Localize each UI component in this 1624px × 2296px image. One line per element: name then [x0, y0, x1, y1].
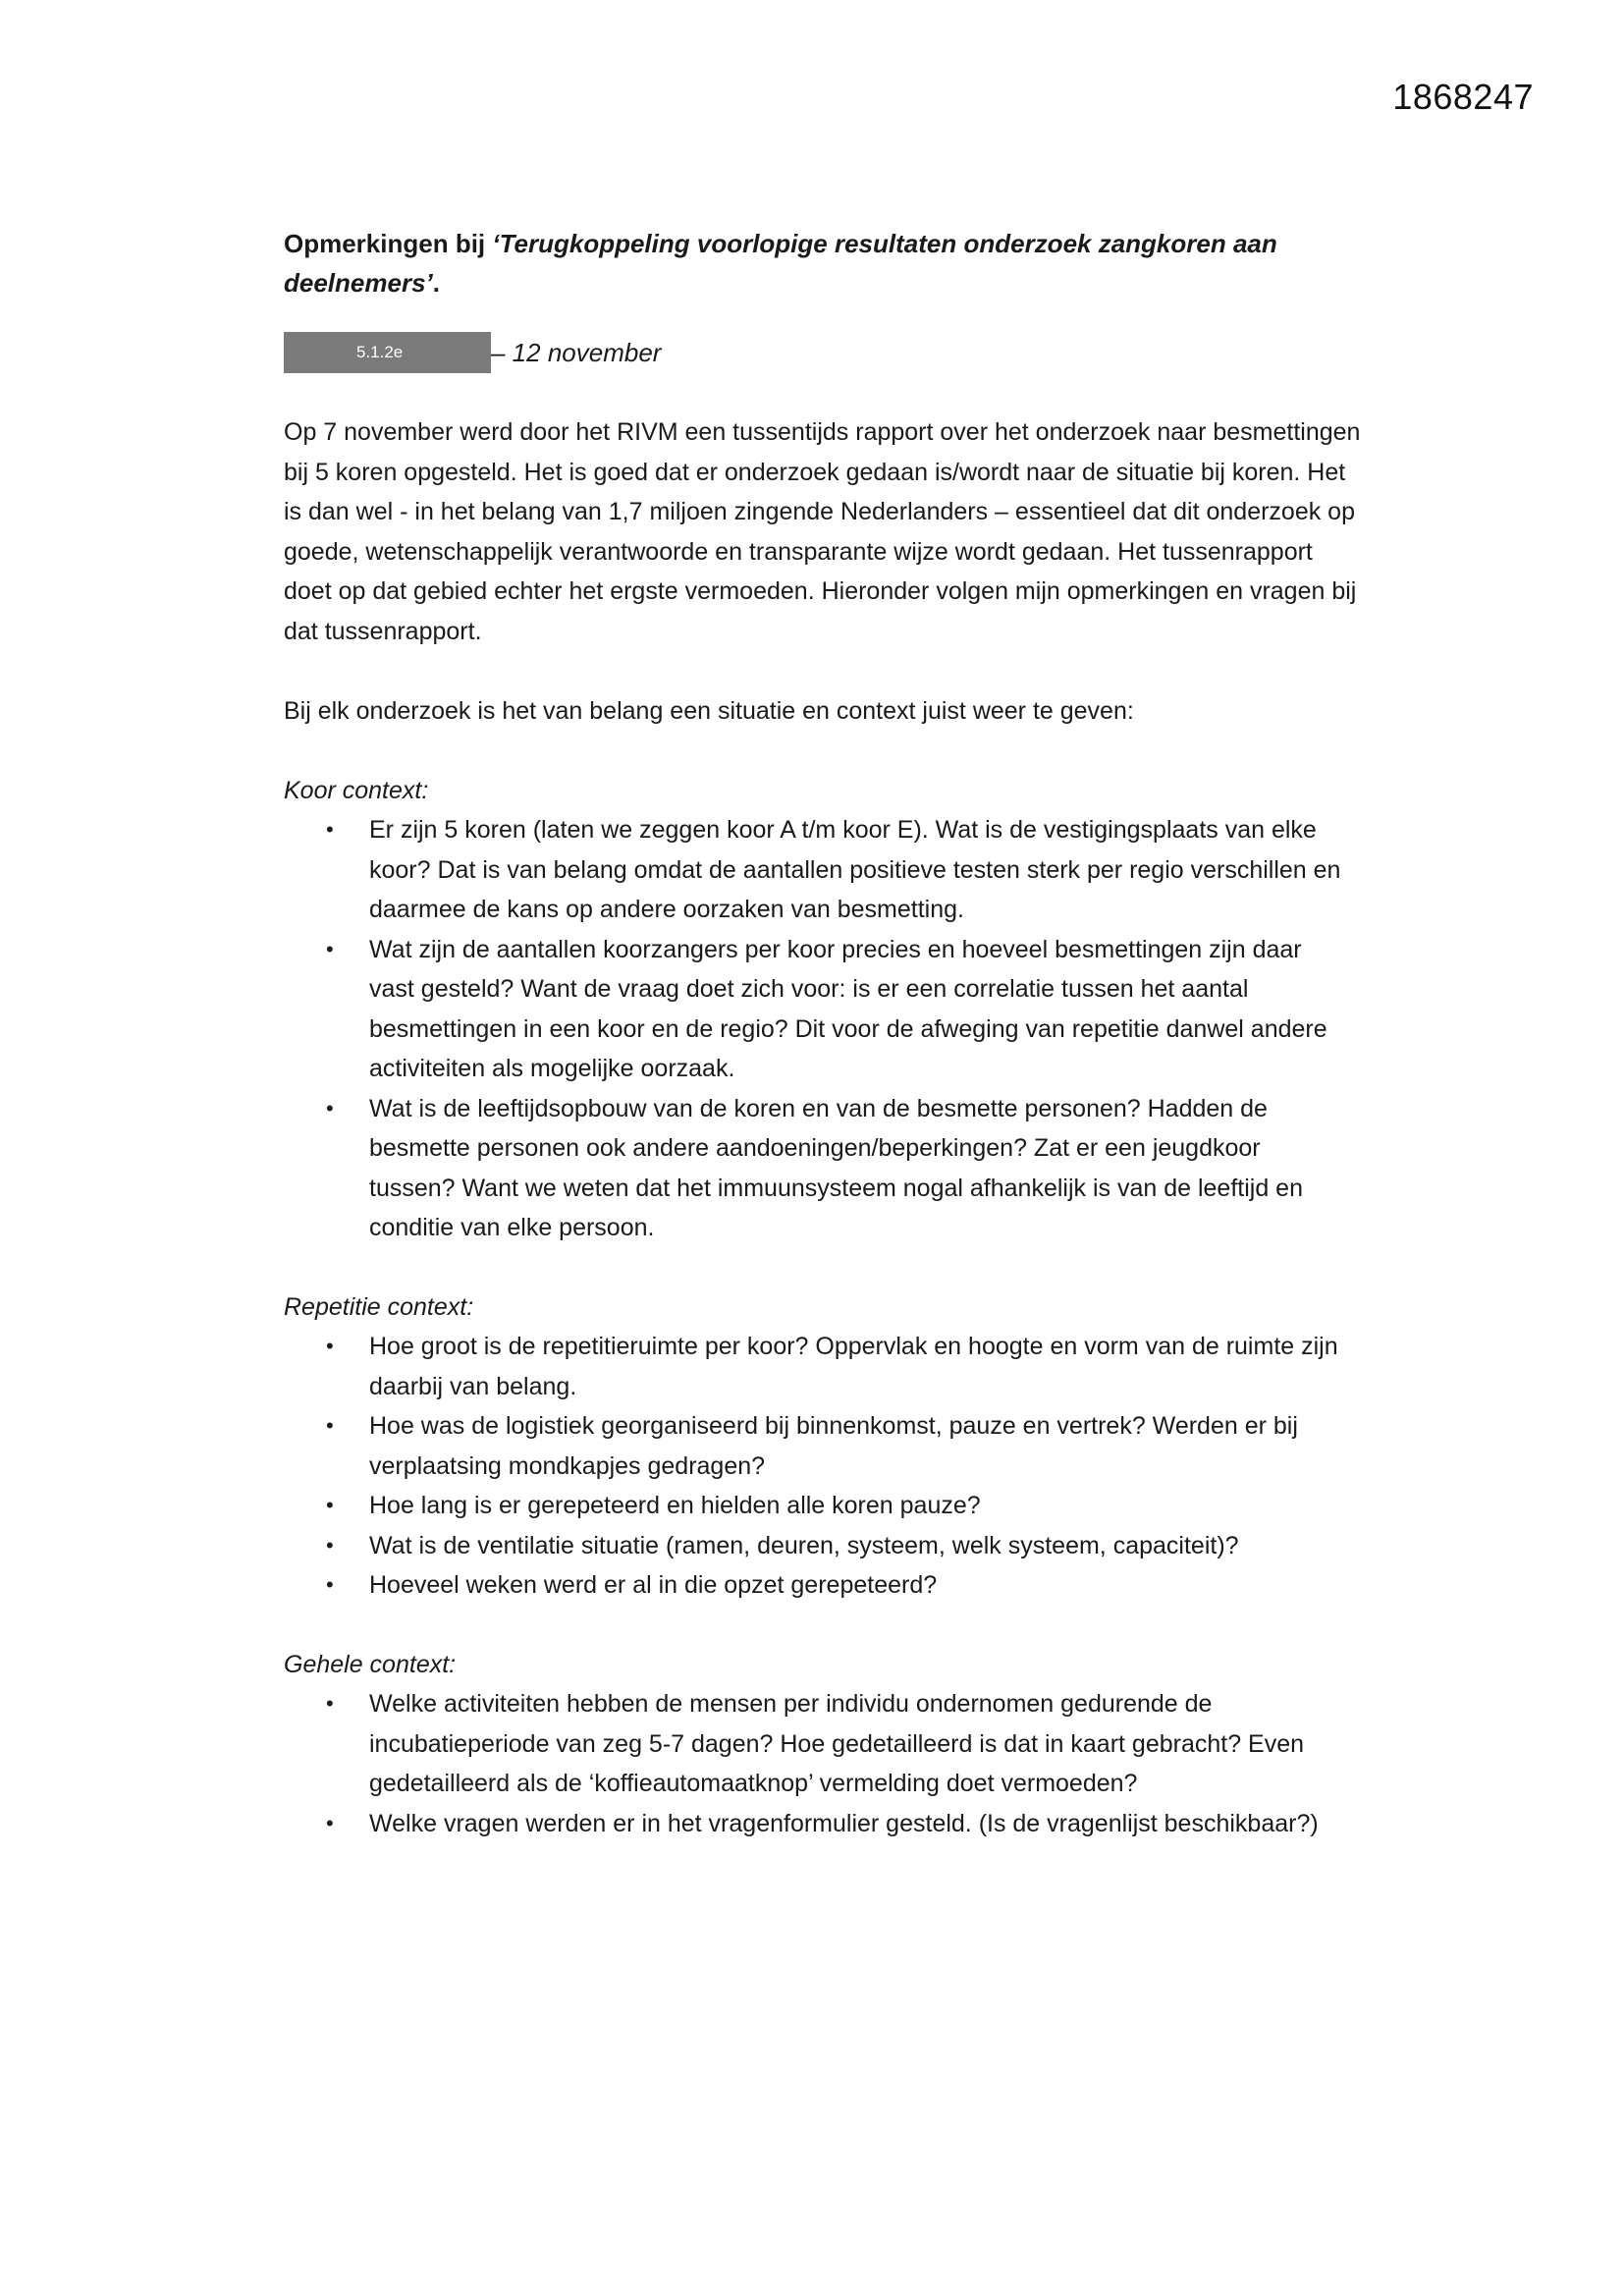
- list-item-text: Hoeveel weken werd er al in die opzet gerepeteerd?: [369, 1571, 938, 1599]
- section-heading-repetitie: Repetitie context:: [284, 1292, 474, 1321]
- author-line: [284, 332, 1364, 373]
- section-heading-gehele: Gehele context:: [284, 1650, 457, 1678]
- bullet-icon: •: [326, 1095, 334, 1121]
- bullet-icon: •: [326, 1413, 334, 1438]
- list-item-text: Hoe lang is er gerepeteerd en hielden alle koren pauze?: [369, 1492, 981, 1519]
- bullet-icon: •: [326, 1810, 334, 1835]
- document-title: [284, 224, 1344, 302]
- list-item-text: Welke activiteiten hebben de mensen per individu ondernomen gedurende de incubatieperiode van zeg 5-7 dagen? Hoe gedetailleerd is dat in kaart gebracht? Even gedetailleerd als de ‘koffieautomaatknop’ vermelding doet vermoeden?: [369, 1690, 1305, 1797]
- bullet-icon: •: [326, 1493, 334, 1517]
- list-item: [284, 1486, 1351, 1526]
- list-item: [284, 810, 1351, 930]
- title-prefix: Opmerkingen bij: [284, 229, 493, 258]
- list-item: [284, 1684, 1351, 1804]
- list-item: [284, 1406, 1351, 1486]
- redaction-code: 5.1.2e: [356, 343, 404, 361]
- intro-paragraph: Op 7 november werd door het RIVM een tussentijds rapport over het onderzoek naar besmettingen bij 5 koren opgesteld. Het is goed dat er onderzoek gedaan is/wordt naar de situatie bij koren. Het is dan wel - in het belang van 1,7 miljoen zingende Nederlanders – essentieel dat dit onderzoek op goede, wetenschappelijk verantwoorde en transparante wijze wordt gedaan. Het tussenrapport doet op dat gebied echter het ergste vermoeden. Hieronder volgen mijn opmerkingen en vragen bij dat tussenrapport.: [284, 418, 1361, 645]
- list-item-text: Hoe groot is de repetitieruimte per koor? Oppervlak en hoogte en vorm van de ruimte zijn daarbij van belang.: [369, 1333, 1338, 1400]
- list-item: [284, 1804, 1351, 1844]
- context-paragraph: Bij elk onderzoek is het van belang een situatie en context juist weer te geven:: [284, 697, 1134, 725]
- bullet-list-koor: [284, 810, 1364, 1248]
- list-item: [284, 1327, 1351, 1406]
- bullet-list-gehele: [284, 1684, 1364, 1843]
- bullet-icon: •: [326, 1334, 334, 1358]
- document-number: 1868247: [1392, 77, 1534, 117]
- document-body: [284, 224, 1364, 1843]
- bullet-icon: •: [326, 1532, 334, 1558]
- section-heading-koor: Koor context:: [284, 776, 429, 804]
- bullet-icon: •: [326, 936, 334, 961]
- redaction-box: [284, 332, 491, 373]
- list-item: [284, 1089, 1351, 1248]
- list-item-text: Wat zijn de aantallen koorzangers per koor precies en hoeveel besmettingen zijn daar vast gesteld? Want de vraag doet zich voor: is er een correlatie tussen het aantal besmettingen in een koor en de regio? Dit voor de afweging van repetitie danwel andere activiteiten als mogelijke oorzaak.: [369, 935, 1327, 1082]
- list-item-text: Wat is de ventilatie situatie (ramen, deuren, systeem, welk systeem, capaciteit)?: [369, 1531, 1239, 1559]
- bullet-list-repetitie: [284, 1327, 1364, 1606]
- list-item: [284, 1565, 1351, 1606]
- bullet-icon: •: [326, 1572, 334, 1597]
- title-quoted: ‘Terugkoppeling voorlopige resultaten onderzoek zangkoren aan deelnemers’: [284, 229, 1277, 298]
- author-date: – 12 november: [491, 337, 662, 367]
- bullet-icon: •: [326, 817, 334, 842]
- bullet-icon: •: [326, 1691, 334, 1716]
- list-item-text: Welke vragen werden er in het vragenformulier gesteld. (Is de vragenlijst beschikbaar?): [369, 1809, 1319, 1837]
- list-item: [284, 1526, 1351, 1566]
- list-item-text: Wat is de leeftijdsopbouw van de koren en van de besmette personen? Hadden de besmette personen ook andere aandoeningen/beperkingen? Zat er een jeugdkoor tussen? Want we weten dat het immuunsysteem nogal afhankelijk is van de leeftijd en conditie van elke persoon.: [369, 1094, 1303, 1241]
- title-suffix: .: [432, 268, 440, 298]
- list-item-text: Er zijn 5 koren (laten we zeggen koor A t/m koor E). Wat is de vestigingsplaats van elke koor? Dat is van belang omdat de aantallen positieve testen sterk per regio verschillen en daarmee de kans op andere oorzaken van besmetting.: [369, 816, 1341, 923]
- list-item-text: Hoe was de logistiek georganiseerd bij binnenkomst, pauze en vertrek? Werden er bij verplaatsing mondkapjes gedragen?: [369, 1412, 1298, 1480]
- list-item: [284, 930, 1351, 1089]
